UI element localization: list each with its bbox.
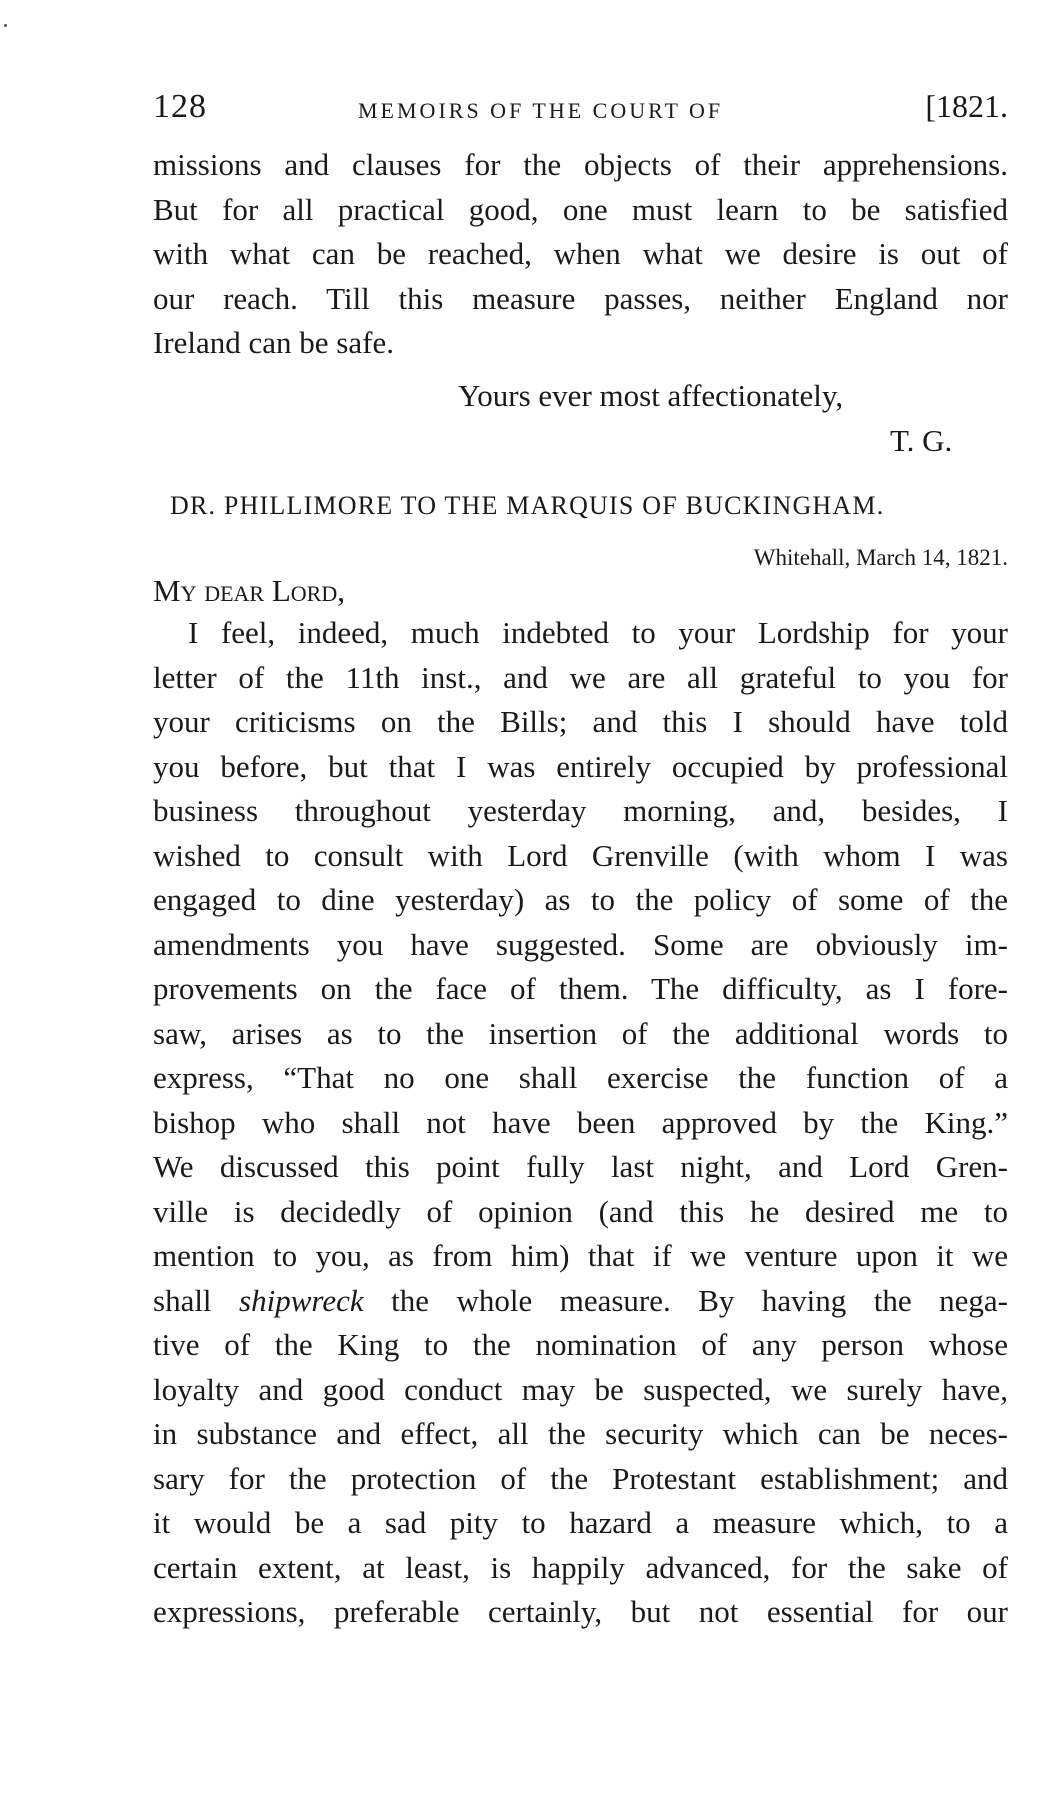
text-line: our reach. Till this measure passes, neither England nor — [153, 280, 1008, 316]
text-line-with-italic — [153, 1279, 1008, 1324]
running-header — [153, 88, 1008, 138]
text-line: provements on the face of them. The difficulty, as I fore- — [153, 971, 1008, 1006]
letter-signature: T. G. — [890, 423, 953, 458]
text-line: letter of the 11th inst., and we are all grateful to you for — [153, 659, 1008, 695]
text-line: you before, but that I was entirely occupied by professional — [153, 748, 1008, 784]
text-line: amendments you have suggested. Some are obviously im- — [153, 926, 1008, 962]
text-line: I feel, indeed, much indebted to your Lordship for your — [188, 615, 1008, 650]
text-line: in substance and effect, all the security which can be neces- — [153, 1416, 1008, 1451]
text-line: certain extent, at least, is happily advanced, for the sake of — [153, 1549, 1008, 1585]
text-line: mention to you, as from him) that if we venture upon it we — [153, 1238, 1008, 1273]
text-line: saw, arises as to the insertion of the additional words to — [153, 1015, 1008, 1051]
text-line: bishop who shall not have been approved by the King.” — [153, 1104, 1008, 1140]
italic-word: shipwreck — [239, 1282, 364, 1318]
text-line: expressions, preferable certainly, but not essential for our — [153, 1594, 1008, 1629]
header-year: [1821. — [925, 88, 1008, 124]
text-line: But for all practical good, one must learn to be satisfied — [153, 191, 1008, 227]
text-line: Ireland can be safe. — [153, 325, 394, 360]
letter-dateline: Whitehall, March 14, 1821. — [753, 545, 1008, 570]
letter-heading: DR. PHILLIMORE TO THE MARQUIS OF BUCKINGHAM. — [170, 491, 885, 520]
text-line: sary for the protection of the Protestant establishment; and — [153, 1460, 1008, 1496]
page-number: 128 — [153, 88, 207, 125]
text-line: express, “That no one shall exercise the function of a — [153, 1060, 1008, 1095]
letter-salutation: My dear Lord, — [153, 573, 345, 608]
letter-closing: Yours ever most affectionately, — [458, 378, 844, 413]
text-line: business throughout yesterday morning, and, besides, I — [153, 793, 1008, 828]
text-line: with what can be reached, when what we desire is out of — [153, 236, 1008, 271]
text-line: engaged to dine yesterday) as to the policy of some of the — [153, 882, 1008, 917]
text-line: ville is decidedly of opinion (and this he desired me to — [153, 1193, 1008, 1229]
text-line: We discussed this point fully last night, and Lord Gren- — [153, 1149, 1008, 1184]
running-title: MEMOIRS OF THE COURT OF — [358, 98, 724, 123]
line-segment: the whole measure. By having the nega- — [363, 1282, 1008, 1318]
letter-body — [153, 611, 1008, 1635]
text-line: loyalty and good conduct may be suspected, we surely have, — [153, 1371, 1008, 1407]
opening-paragraph — [153, 143, 1008, 366]
text-line: your criticisms on the Bills; and this I should have told — [153, 704, 1008, 739]
text-line: it would be a sad pity to hazard a measure which, to a — [153, 1505, 1008, 1540]
text-line: missions and clauses for the objects of their apprehensions. — [153, 147, 1008, 182]
scan-speck — [4, 24, 7, 27]
text-line: wished to consult with Lord Grenville (with whom I was — [153, 837, 1008, 873]
text-line: tive of the King to the nomination of any person whose — [153, 1327, 1008, 1362]
line-segment: shall — [153, 1282, 240, 1318]
